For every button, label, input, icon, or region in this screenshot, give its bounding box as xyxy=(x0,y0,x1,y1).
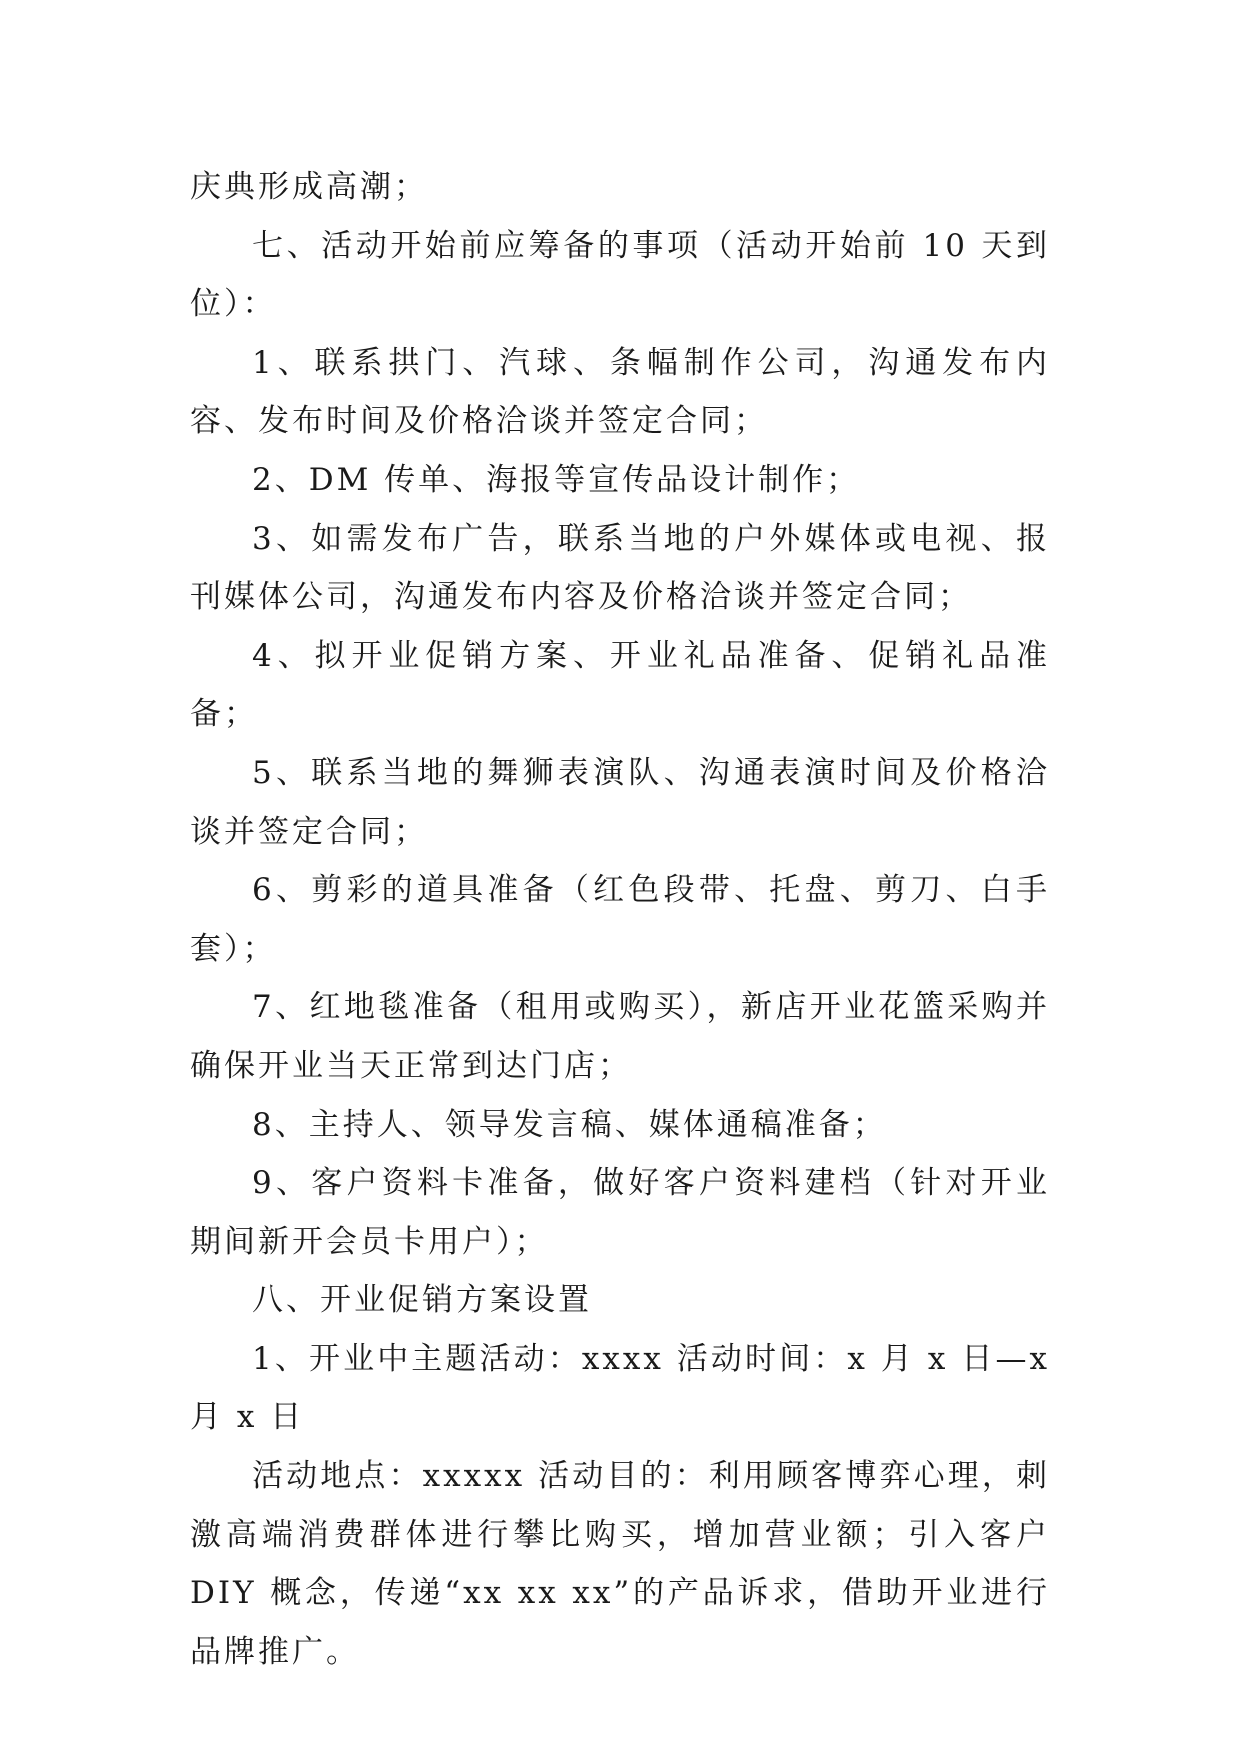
section-heading-seven: 七、活动开始前应筹备的事项（活动开始前 10 天到位）： xyxy=(190,227,1050,323)
list-item: 3、如需发布广告，联系当地的户外媒体或电视、报刊媒体公司，沟通发布内容及价格洽谈并签定合同； xyxy=(190,520,1050,616)
list-item: 4、拟开业促销方案、开业礼品准备、促销礼品准备； xyxy=(190,637,1050,733)
paragraph-continuation: 庆典形成高潮； xyxy=(190,169,428,205)
list-item: 2、DM 传单、海报等宣传品设计制作； xyxy=(252,461,861,498)
list-item: 5、联系当地的舞狮表演队、沟通表演时间及价格洽谈并签定合同； xyxy=(190,754,1050,850)
list-item: 1、开业中主题活动：xxxx 活动时间：x 月 x 日—x 月 x 日 xyxy=(190,1340,1050,1436)
list-item: 7、红地毯准备（租用或购买），新店开业花篮采购并确保开业当天正常到达门店； xyxy=(190,989,1050,1084)
document-body xyxy=(190,158,1050,1681)
section-heading-eight: 八、开业促销方案设置 xyxy=(252,1282,592,1319)
list-item: 6、剪彩的道具准备（红色段带、托盘、剪刀、白手套）； xyxy=(190,872,1050,967)
list-item: 8、主持人、领导发言稿、媒体通稿准备； xyxy=(252,1106,887,1143)
list-item: 1、联系拱门、汽球、条幅制作公司，沟通发布内容、发布时间及价格洽谈并签定合同； xyxy=(190,344,1050,440)
list-item: 9、客户资料卡准备，做好客户资料建档（针对开业期间新开会员卡用户）； xyxy=(190,1165,1050,1260)
paragraph-activity-details: 活动地点：xxxxx 活动目的：利用顾客博弈心理，刺激高端消费群体进行攀比购买，增加营业额；引入客户 DIY 概念，传递“xx xx xx”的产品诉求，借助开业进行品牌推广。 xyxy=(190,1458,1050,1670)
